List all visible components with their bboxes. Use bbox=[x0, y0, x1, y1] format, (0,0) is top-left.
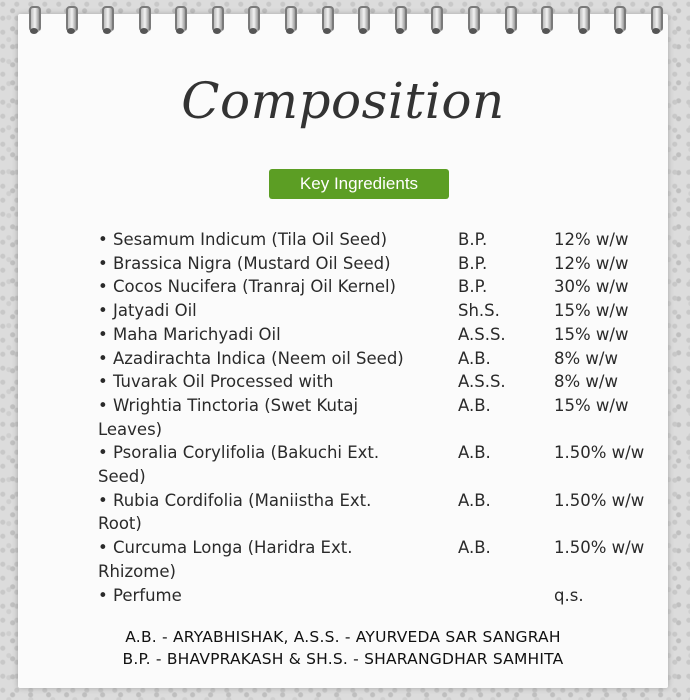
ingredient-name-line: Root) bbox=[98, 514, 142, 534]
ingredient-name: • Azadirachta Indica (Neem oil Seed) bbox=[98, 348, 404, 368]
ingredient-row bbox=[98, 489, 658, 536]
spiral-ring-icon bbox=[428, 6, 442, 34]
ingredient-source bbox=[458, 584, 554, 608]
ingredient-quantity: 1.50% w/w bbox=[554, 443, 645, 463]
spiral-ring-icon bbox=[282, 6, 296, 34]
ingredient-name-line: Seed) bbox=[98, 467, 146, 487]
ingredient-quantity: 1.50% w/w bbox=[554, 490, 645, 510]
spiral-ring-icon bbox=[99, 6, 113, 34]
ingredient-name: • Maha Marichyadi Oil bbox=[98, 324, 281, 344]
spiral-ring-icon bbox=[538, 6, 552, 34]
ingredient-row bbox=[98, 347, 658, 371]
ingredient-name-line: • Psoralia Corylifolia (Bakuchi Ext. bbox=[98, 443, 380, 463]
spiral-ring-icon bbox=[319, 6, 333, 34]
ingredient-name: • Perfume bbox=[98, 585, 182, 605]
ingredient-source: A.B. bbox=[458, 443, 491, 463]
ingredient-quantity: 8% w/w bbox=[554, 372, 618, 392]
abbreviation-legend-line-1: A.B. - ARYABHISHAK, A.S.S. - AYURVEDA SAR SANGRAH bbox=[125, 628, 561, 646]
ingredient-source: A.B. bbox=[458, 348, 491, 368]
ingredient-quantity: 15% w/w bbox=[554, 324, 629, 344]
spiral-ring-icon bbox=[465, 6, 479, 34]
ingredient-name-line: • Wrightia Tinctoria (Swet Kutaj bbox=[98, 395, 359, 415]
spiral-ring-icon bbox=[209, 6, 223, 34]
ingredient-name bbox=[98, 536, 458, 583]
ingredient-name: • Sesamum Indicum (Tila Oil Seed) bbox=[98, 230, 388, 249]
ingredient-row bbox=[98, 275, 658, 299]
ingredient-name: • Brassica Nigra (Mustard Oil Seed) bbox=[98, 253, 391, 273]
spiral-binding bbox=[26, 6, 662, 36]
spiral-ring-icon bbox=[502, 6, 516, 34]
notepad-page bbox=[18, 14, 668, 688]
ingredient-row bbox=[98, 370, 658, 394]
ingredient-name: • Cocos Nucifera (Tranraj Oil Kernel) bbox=[98, 277, 396, 297]
ingredient-source: B.P. bbox=[458, 230, 488, 249]
ingredient-row bbox=[98, 299, 658, 323]
ingredient-row bbox=[98, 584, 658, 608]
ingredient-quantity: 8% w/w bbox=[554, 348, 618, 368]
ingredient-source: B.P. bbox=[458, 253, 488, 273]
ingredient-quantity: 12% w/w bbox=[554, 230, 629, 249]
abbreviation-legend-line-2: B.P. - BHAVPRAKASH & SH.S. - SHARANGDHAR SAMHITA bbox=[122, 650, 564, 668]
spiral-ring-icon bbox=[245, 6, 259, 34]
ingredient-source: A.B. bbox=[458, 395, 491, 415]
ingredient-name: • Tuvarak Oil Processed with bbox=[98, 372, 334, 392]
ingredient-name bbox=[98, 489, 458, 536]
ingredient-row bbox=[98, 228, 658, 252]
ingredient-quantity: 15% w/w bbox=[554, 395, 629, 415]
ingredient-row bbox=[98, 394, 658, 441]
key-ingredients-badge: Key Ingredients bbox=[269, 169, 449, 199]
ingredient-name-line: Leaves) bbox=[98, 419, 163, 439]
ingredient-quantity: 12% w/w bbox=[554, 253, 629, 273]
spiral-ring-icon bbox=[26, 6, 40, 34]
ingredient-list bbox=[98, 228, 658, 607]
spiral-ring-icon bbox=[63, 6, 77, 34]
ingredient-name-line: Rhizome) bbox=[98, 561, 176, 581]
ingredient-name bbox=[98, 441, 458, 488]
spiral-ring-icon bbox=[355, 6, 369, 34]
ingredient-quantity: 15% w/w bbox=[554, 301, 629, 321]
ingredient-source: B.P. bbox=[458, 277, 488, 297]
ingredient-row bbox=[98, 323, 658, 347]
ingredient-name bbox=[98, 394, 458, 441]
ingredient-quantity: 30% w/w bbox=[554, 277, 629, 297]
ingredient-row bbox=[98, 536, 658, 583]
ingredient-source: A.B. bbox=[458, 490, 491, 510]
ingredient-source: A.B. bbox=[458, 538, 491, 558]
page-title: Composition bbox=[181, 72, 505, 130]
spiral-ring-icon bbox=[611, 6, 625, 34]
ingredient-source: A.S.S. bbox=[458, 324, 506, 344]
ingredient-quantity: q.s. bbox=[554, 585, 584, 605]
ingredient-name-line: • Curcuma Longa (Haridra Ext. bbox=[98, 538, 353, 558]
ingredient-source: A.S.S. bbox=[458, 372, 506, 392]
ingredient-name-line: • Rubia Cordifolia (Maniistha Ext. bbox=[98, 490, 372, 510]
ingredient-quantity: 1.50% w/w bbox=[554, 538, 645, 558]
spiral-ring-icon bbox=[575, 6, 589, 34]
ingredient-source: Sh.S. bbox=[458, 301, 500, 321]
spiral-ring-icon bbox=[392, 6, 406, 34]
spiral-ring-icon bbox=[172, 6, 186, 34]
ingredient-row bbox=[98, 441, 658, 488]
ingredient-row bbox=[98, 252, 658, 276]
spiral-ring-icon bbox=[648, 6, 662, 34]
spiral-ring-icon bbox=[136, 6, 150, 34]
ingredient-name: • Jatyadi Oil bbox=[98, 301, 197, 321]
